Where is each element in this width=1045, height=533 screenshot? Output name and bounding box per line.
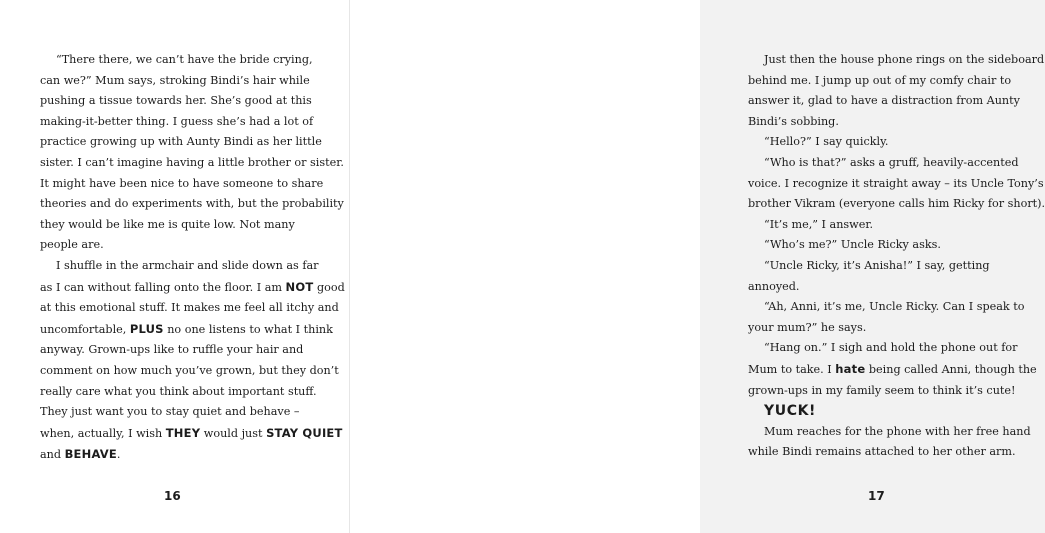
text-line: they would be like me is quite low. Not many: [40, 217, 295, 231]
text-line: annoyed.: [748, 279, 800, 293]
text-line: theories and do experiments with, but the probability: [40, 197, 344, 211]
text-line: Mum reaches for the phone with her free hand: [764, 424, 1031, 438]
text-line: I shuffle in the armchair and slide down as far: [56, 258, 319, 272]
text-line: [40, 444, 308, 466]
right-page-text: [748, 50, 1045, 463]
text-line: grown-ups in my family seem to think it’s cute!: [748, 383, 1016, 397]
text-line: practice growing up with Aunty Bindi as her little: [40, 135, 322, 149]
emphasis-not: NOT: [285, 279, 314, 294]
text-line: sister. I can’t imagine having a little brother or sister.: [40, 155, 344, 169]
text-line: while Bindi remains attached to her other arm.: [748, 445, 1016, 459]
text-line: “Who is that?” asks a gruff, heavily-accented: [764, 155, 1019, 169]
text-segment: being called Anni, though the: [865, 362, 1037, 376]
text-segment: .: [116, 448, 121, 462]
text-line: behind me. I jump up out of my comfy chair to: [748, 73, 1012, 87]
text-line: Just then the house phone rings on the sideboard: [764, 53, 1045, 66]
text-segment: no one listens to what I think: [163, 322, 333, 336]
emphasis-they: THEY: [165, 425, 201, 440]
text-line: really care what you think about important stuff.: [40, 384, 317, 398]
text-line: It might have been nice to have someone to share: [40, 176, 324, 190]
page-number: 16: [164, 489, 181, 503]
emphasis-stay-quiet: STAY QUIET: [266, 425, 343, 440]
text-segment: and: [40, 448, 65, 462]
text-line: “It’s me,” I answer.: [764, 217, 874, 231]
text-line: Bindi’s sobbing.: [748, 114, 839, 128]
right-page: [350, 0, 1045, 533]
text-line: [40, 319, 333, 341]
text-line: making-it-better thing. I guess she’s had a lot of: [40, 114, 314, 128]
text-line: They just want you to stay quiet and behave –: [40, 405, 300, 419]
left-page: [0, 0, 350, 533]
text-line: “Ah, Anni, it’s me, Uncle Ricky. Can I speak to: [764, 300, 1025, 314]
text-line: can we?” Mum says, stroking Bindi’s hair while: [40, 73, 310, 87]
text-line: “Who’s me?” Uncle Ricky asks.: [764, 238, 941, 252]
text-segment: when, actually, I wish: [40, 426, 166, 440]
emphasis-hate: hate: [835, 361, 866, 376]
text-line: “There there, we can’t have the bride crying,: [56, 53, 313, 66]
text-line: at this emotional stuff. It makes me feel all itchy and: [40, 301, 339, 315]
text-segment: as I can without falling onto the floor. I am: [40, 280, 286, 294]
text-line: [40, 277, 345, 299]
text-line: brother Vikram (everyone calls him Ricky for short).: [748, 197, 1045, 211]
page-number: 17: [868, 489, 885, 503]
text-line: “Hello?” I say quickly.: [764, 135, 889, 149]
text-line: people are.: [40, 238, 104, 252]
text-line: comment on how much you’ve grown, but they don’t: [40, 363, 339, 377]
text-line: “Hang on.” I sigh and hold the phone out for: [764, 341, 1018, 355]
text-segment: uncomfortable,: [40, 322, 130, 336]
text-line: answer it, glad to have a distraction from Aunty: [748, 94, 1020, 108]
emphasis-plus: PLUS: [129, 321, 164, 336]
text-line: voice. I recognize it straight away – its Uncle Tony’s: [748, 176, 1044, 190]
text-line: [748, 359, 1037, 381]
yuck-exclamation: YUCK!: [764, 403, 817, 420]
text-line: your mum?” he says.: [748, 320, 867, 334]
text-line: “Uncle Ricky, it’s Anisha!” I say, getting: [764, 258, 990, 272]
text-line: [40, 423, 343, 445]
emphasis-behave: BEHAVE: [64, 447, 117, 462]
left-page-text: [40, 50, 345, 466]
text-segment: Mum to take. I: [748, 362, 836, 376]
text-line: anyway. Grown-ups like to ruffle your hair and: [40, 343, 304, 357]
text-segment: good: [313, 280, 345, 294]
text-line: pushing a tissue towards her. She’s good at this: [40, 94, 312, 108]
text-segment: would just: [200, 426, 267, 440]
